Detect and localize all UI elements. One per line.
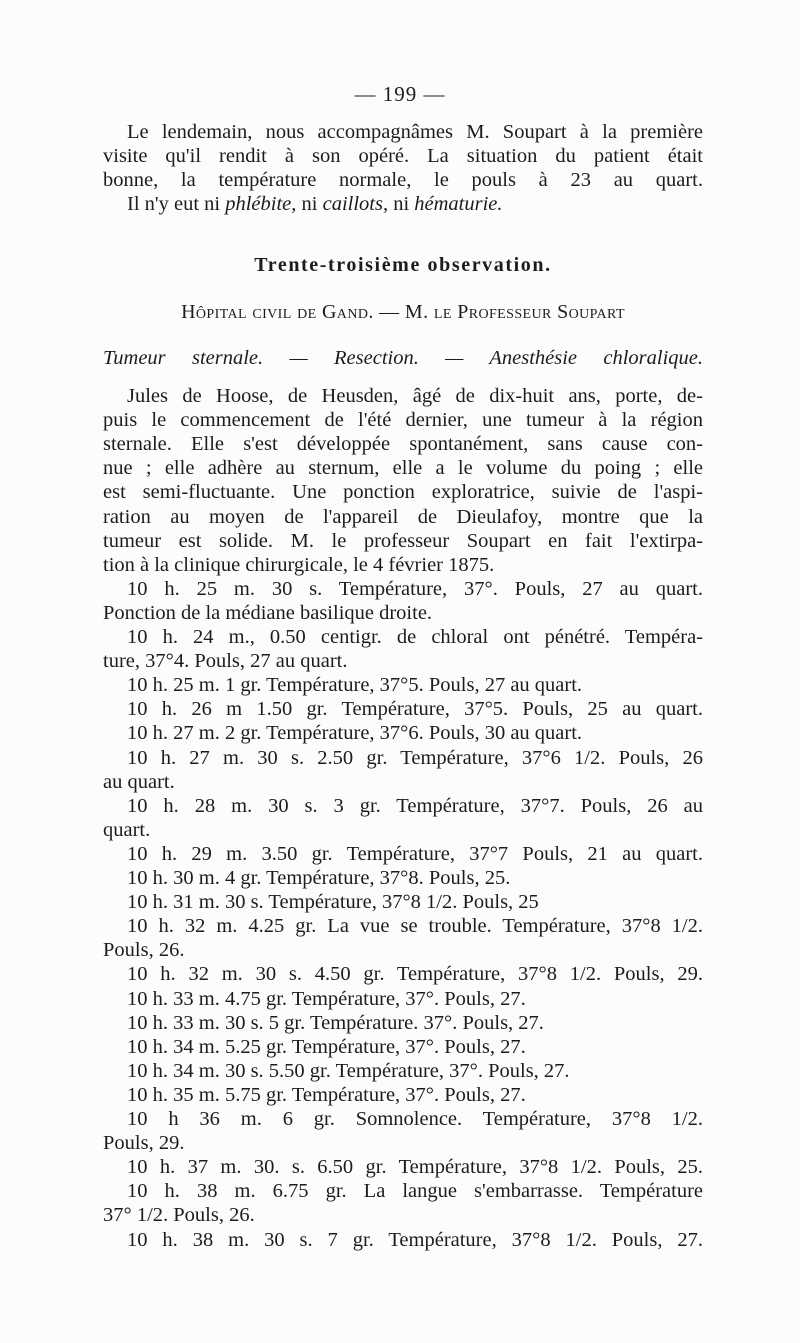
text-line: ration au moyen de l'appareil de Dieulafoy, montre que la <box>103 505 703 528</box>
text-line: 10 h. 37 m. 30. s. 6.50 gr. Température, 37°8 1/2. Pouls, 25. <box>127 1156 703 1179</box>
text-line: Jules de Hoose, de Heusden, âgé de dix-huit ans, porte, de- <box>127 385 703 407</box>
text-line: 10 h. 25 m. 30 s. Température, 37°. Pouls, 27 au quart. <box>127 577 703 600</box>
hospital-heading: Hôpital civil de Gand. — M. le Professeur Soupart <box>181 301 625 323</box>
text-line: Pouls, 26. <box>103 939 185 962</box>
text-line: 10 h. 26 m 1.50 gr. Température, 37°5. Pouls, 25 au quart. <box>127 698 703 721</box>
text-line: 10 h. 30 m. 4 gr. Température, 37°8. Pouls, 25. <box>127 867 511 889</box>
text-line: bonne, la température normale, le pouls à 23 au quart. <box>103 169 703 191</box>
page-number: — 199 — <box>354 82 446 106</box>
text-line: Ponction de la médiane basilique droite. <box>103 601 433 624</box>
observation-title: Trente-troisième observation. <box>254 254 552 276</box>
text-line: 10 h. 24 m., 0.50 centigr. de chloral ont pénétré. Tempéra- <box>127 626 703 648</box>
text-line: 10 h. 31 m. 30 s. Température, 37°8 1/2. Pouls, 25 <box>127 891 539 914</box>
text-line: 37° 1/2. Pouls, 26. <box>103 1204 255 1227</box>
text-line: est semi-fluctuante. Une ponction exploratrice, suivie de l'aspi- <box>103 481 703 504</box>
text-line: 10 h. 33 m. 30 s. 5 gr. Température. 37°. Pouls, 27. <box>127 1011 544 1034</box>
text-line: 10 h. 34 m. 5.25 gr. Température, 37°. Pouls, 27. <box>127 1035 526 1058</box>
text-line: 10 h. 27 m. 30 s. 2.50 gr. Température, 37°6 1/2. Pouls, 26 <box>127 746 703 769</box>
text-line: Il n'y eut ni phlébite, ni caillots, ni hématurie. <box>127 193 503 215</box>
text-line: visite qu'il rendit à son opéré. La situation du patient était <box>103 145 703 167</box>
text-line: 10 h. 33 m. 4.75 gr. Température, 37°. Pouls, 27. <box>127 987 526 1010</box>
text-line: 10 h. 29 m. 3.50 gr. Température, 37°7 Pouls, 21 au quart. <box>127 842 703 865</box>
text-line: Le lendemain, nous accompagnâmes M. Soupart à la première <box>127 121 703 143</box>
text-line: nue ; elle adhère au sternum, elle a le volume du poing ; elle <box>103 457 703 480</box>
text-line: au quart. <box>103 770 175 793</box>
text-line: 10 h. 28 m. 30 s. 3 gr. Température, 37°7. Pouls, 26 au <box>127 794 703 817</box>
text-line: Pouls, 29. <box>103 1132 185 1155</box>
text-line: 10 h. 35 m. 5.75 gr. Température, 37°. Pouls, 27. <box>127 1083 526 1106</box>
case-subtitle: Tumeur sternale. — Resection. — Anesthésie chloralique. <box>103 347 703 369</box>
text-line: 10 h. 38 m. 30 s. 7 gr. Température, 37°8 1/2. Pouls, 27. <box>127 1228 703 1251</box>
text-line: tion à la clinique chirurgicale, le 4 février 1875. <box>103 553 495 576</box>
text-line: 10 h. 38 m. 6.75 gr. La langue s'embarrasse. Température <box>127 1180 703 1203</box>
text-line: 10 h. 32 m. 4.25 gr. La vue se trouble. Température, 37°8 1/2. <box>127 915 703 938</box>
text-line: 10 h. 27 m. 2 gr. Température, 37°6. Pouls, 30 au quart. <box>127 722 583 745</box>
text-line: 10 h. 32 m. 30 s. 4.50 gr. Température, 37°8 1/2. Pouls, 29. <box>127 963 703 986</box>
text-line: 10 h. 25 m. 1 gr. Température, 37°5. Pouls, 27 au quart. <box>127 674 583 697</box>
text-line: puis le commencement de l'été dernier, une tumeur à la région <box>103 409 703 432</box>
text-line: sternale. Elle s'est développée spontanément, sans cause con- <box>103 433 703 456</box>
text-line: 10 h. 34 m. 30 s. 5.50 gr. Température, 37°. Pouls, 27. <box>127 1059 570 1082</box>
text-line: quart. <box>103 818 151 841</box>
text-line: ture, 37°4. Pouls, 27 au quart. <box>103 650 348 673</box>
text-line: 10 h 36 m. 6 gr. Somnolence. Température, 37°8 1/2. <box>127 1108 703 1130</box>
text-line: tumeur est solide. M. le professeur Soupart en fait l'extirpa- <box>103 529 703 552</box>
